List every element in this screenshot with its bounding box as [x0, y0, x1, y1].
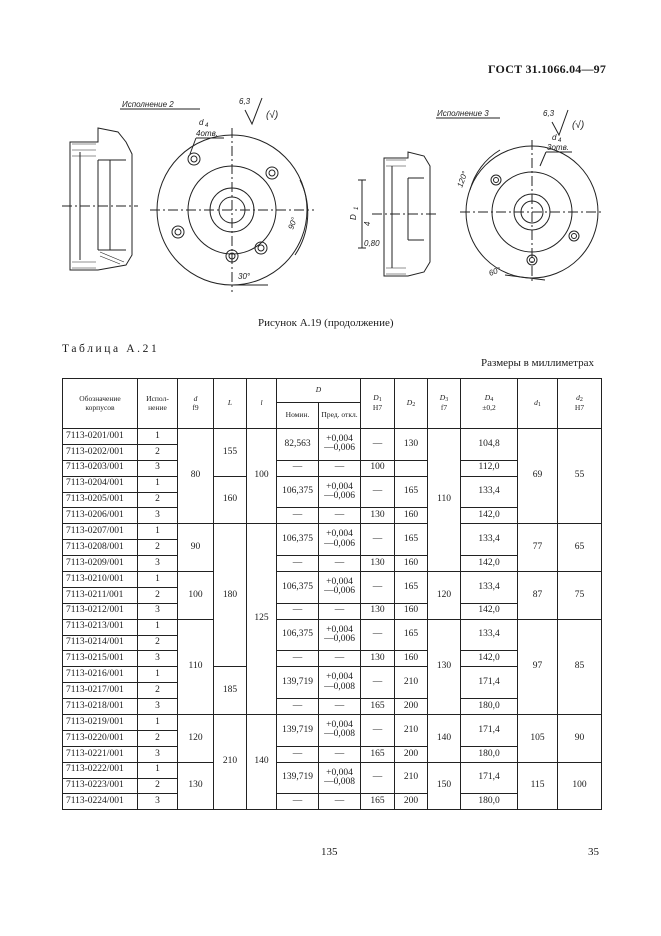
cell-D-dev [319, 762, 361, 794]
cell-designation: 7113-0222/001 [63, 762, 138, 778]
cell-d: 90 [178, 524, 214, 572]
variant2-label: Исполнение 2 [122, 100, 174, 109]
cell-designation: 7113-0207/001 [63, 524, 138, 540]
cell-L: 180 [214, 524, 247, 667]
cell-D1: — [361, 476, 395, 508]
cell-D-dev [319, 476, 361, 508]
roughness-value-v3: 6,3 [543, 109, 555, 118]
cell-designation: 7113-0210/001 [63, 572, 138, 588]
cell-variant: 3 [138, 556, 178, 572]
cell-D-dev [319, 572, 361, 604]
dev-plus: +0,004 [326, 529, 353, 540]
th-l: l [247, 379, 277, 429]
cell-designation: 7113-0218/001 [63, 699, 138, 715]
dev-minus: —0,006 [324, 586, 355, 597]
cell-d2: 85 [558, 619, 602, 714]
cell-D4: 171,4 [461, 715, 518, 747]
figure-caption: Рисунок А.19 (продолжение) [258, 317, 394, 329]
dev-plus: +0,004 [326, 433, 353, 444]
cell-D4: 142,0 [461, 556, 518, 572]
th-D1: D1 H7 [361, 379, 395, 429]
angle-120-label: 120° [455, 170, 470, 189]
dev-plus: +0,004 [326, 624, 353, 635]
cell-D4: 133,4 [461, 572, 518, 604]
cell-designation: 7113-0220/001 [63, 730, 138, 746]
cell-designation: 7113-0202/001 [63, 444, 138, 460]
cell-d2: 100 [558, 762, 602, 810]
th-D4: D4 ±0,2 [461, 379, 518, 429]
angle-90-label: 90° [286, 216, 300, 231]
cell-D2: 130 [395, 429, 428, 461]
cell-L: 160 [214, 476, 247, 524]
dev-plus: +0,004 [326, 767, 353, 778]
technical-drawing [0, 80, 661, 310]
cell-D2: 210 [395, 667, 428, 699]
cell-D1: 130 [361, 556, 395, 572]
cell-variant: 3 [138, 699, 178, 715]
cell-d: 100 [178, 572, 214, 620]
cell-variant: 2 [138, 492, 178, 508]
dev-minus: —0,008 [324, 681, 355, 692]
cell-D1: — [361, 524, 395, 556]
cell-designation: 7113-0224/001 [63, 794, 138, 810]
cell-D-nom: — [277, 603, 319, 619]
cell-D1: 165 [361, 794, 395, 810]
cell-designation: 7113-0221/001 [63, 746, 138, 762]
cell-d1: 115 [518, 762, 558, 810]
cell-designation: 7113-0212/001 [63, 603, 138, 619]
variant3-label: Исполнение 3 [437, 109, 489, 118]
cell-variant: 3 [138, 651, 178, 667]
table-row [63, 572, 602, 588]
cell-D4: 180,0 [461, 794, 518, 810]
cell-D2: 200 [395, 746, 428, 762]
th-L: L [214, 379, 247, 429]
cell-D2: 160 [395, 651, 428, 667]
cell-designation: 7113-0216/001 [63, 667, 138, 683]
cell-designation: 7113-0209/001 [63, 556, 138, 572]
table-row [63, 524, 602, 540]
cell-D4: 133,4 [461, 476, 518, 508]
cell-d: 110 [178, 619, 214, 714]
cell-designation: 7113-0203/001 [63, 460, 138, 476]
cell-D-nom: — [277, 651, 319, 667]
roughness-check-v3: (√) [572, 120, 585, 131]
cell-d2: 75 [558, 572, 602, 620]
cell-variant: 2 [138, 778, 178, 794]
units-note: Размеры в миллиметрах [481, 357, 594, 369]
cell-D2: 165 [395, 619, 428, 651]
cell-D-dev [319, 667, 361, 699]
th-designation: Обозначение корпусов [63, 379, 138, 429]
cell-D-nom: 106,375 [277, 572, 319, 604]
cell-d2: 55 [558, 429, 602, 524]
cell-D1: — [361, 667, 395, 699]
cell-D2: 165 [395, 476, 428, 508]
cell-D-dev [319, 429, 361, 461]
cell-D4: 142,0 [461, 508, 518, 524]
v3-hole-sub: 4 [558, 138, 562, 144]
cell-D3: 120 [428, 572, 461, 620]
cell-designation: 7113-0208/001 [63, 540, 138, 556]
cell-variant: 3 [138, 460, 178, 476]
cell-D-nom: — [277, 794, 319, 810]
cell-D2: 160 [395, 603, 428, 619]
dim-D1: D [349, 214, 358, 220]
cell-D3: 150 [428, 762, 461, 810]
cell-d1: 77 [518, 524, 558, 572]
cell-l: 140 [247, 715, 277, 810]
cell-variant: 3 [138, 794, 178, 810]
cell-l: 100 [247, 429, 277, 524]
page-number-center: 135 [321, 846, 338, 858]
cell-D-dev: — [319, 794, 361, 810]
cell-D1: 130 [361, 508, 395, 524]
cell-D-nom: — [277, 460, 319, 476]
cell-D4: 171,4 [461, 667, 518, 699]
cell-D4: 142,0 [461, 603, 518, 619]
cell-variant: 3 [138, 603, 178, 619]
dev-minus: —0,008 [324, 729, 355, 740]
cell-designation: 7113-0219/001 [63, 715, 138, 731]
cell-D-nom: — [277, 556, 319, 572]
th-D2: D2 [395, 379, 428, 429]
cell-D4: 171,4 [461, 762, 518, 794]
cell-D-nom: — [277, 508, 319, 524]
cell-D-dev: — [319, 508, 361, 524]
th-d1: d1 [518, 379, 558, 429]
table-row [63, 429, 602, 445]
cell-designation: 7113-0214/001 [63, 635, 138, 651]
cell-L: 210 [214, 715, 247, 810]
cell-designation: 7113-0217/001 [63, 683, 138, 699]
standard-header: ГОСТ 31.1066.04—97 [488, 62, 607, 76]
cell-variant: 3 [138, 746, 178, 762]
cell-D-dev [319, 524, 361, 556]
cell-variant: 1 [138, 524, 178, 540]
cell-D-dev [319, 715, 361, 747]
cell-designation: 7113-0223/001 [63, 778, 138, 794]
cell-D2 [395, 460, 428, 476]
cell-variant: 1 [138, 715, 178, 731]
cell-designation: 7113-0206/001 [63, 508, 138, 524]
cell-D1: — [361, 619, 395, 651]
page-number-right: 35 [588, 846, 599, 858]
cell-variant: 2 [138, 635, 178, 651]
cell-variant: 1 [138, 476, 178, 492]
roughness-check: (√) [266, 110, 279, 121]
cell-D3: 110 [428, 429, 461, 572]
cell-d: 80 [178, 429, 214, 524]
cell-D3: 140 [428, 715, 461, 763]
cell-l: 125 [247, 524, 277, 715]
cell-variant: 1 [138, 429, 178, 445]
cell-designation: 7113-0205/001 [63, 492, 138, 508]
dev-plus: +0,004 [326, 481, 353, 492]
cell-D-dev [319, 619, 361, 651]
v2-hole-symbol: d [199, 118, 204, 127]
cell-designation: 7113-0211/001 [63, 587, 138, 603]
cell-d1: 69 [518, 429, 558, 524]
cell-D1: — [361, 429, 395, 461]
cell-variant: 1 [138, 762, 178, 778]
cell-D-dev: — [319, 651, 361, 667]
cell-D-nom: 82,563 [277, 429, 319, 461]
cell-D2: 200 [395, 699, 428, 715]
cell-D-dev: — [319, 603, 361, 619]
cell-L: 185 [214, 667, 247, 715]
cell-D4: 104,8 [461, 429, 518, 461]
cell-D2: 210 [395, 762, 428, 794]
cell-D1: 130 [361, 603, 395, 619]
cell-D-nom: — [277, 746, 319, 762]
th-D3: D3 f7 [428, 379, 461, 429]
cell-d2: 65 [558, 524, 602, 572]
cell-d1: 97 [518, 619, 558, 714]
cell-D-nom: 106,375 [277, 619, 319, 651]
cell-d: 120 [178, 715, 214, 763]
dim-D1-sub: 1 [354, 206, 360, 210]
cell-variant: 1 [138, 667, 178, 683]
table-title: Таблица А.21 [62, 343, 160, 355]
angle-30-label: 30° [238, 272, 251, 281]
dev-plus: +0,004 [326, 719, 353, 730]
th-variant: Испол- нение [138, 379, 178, 429]
cell-variant: 2 [138, 540, 178, 556]
table-row [63, 715, 602, 731]
cell-variant: 3 [138, 508, 178, 524]
dev-minus: —0,006 [324, 634, 355, 645]
dev-minus: —0,008 [324, 777, 355, 788]
cell-D-nom: 106,375 [277, 524, 319, 556]
dev-minus: —0,006 [324, 491, 355, 502]
dev-plus: +0,004 [326, 576, 353, 587]
angle-60-label: 60° [487, 265, 503, 278]
cell-D-dev: — [319, 699, 361, 715]
cell-variant: 2 [138, 587, 178, 603]
cell-D1: — [361, 762, 395, 794]
cell-designation: 7113-0213/001 [63, 619, 138, 635]
cell-D-nom: 139,719 [277, 715, 319, 747]
cell-variant: 1 [138, 572, 178, 588]
cell-D2: 200 [395, 794, 428, 810]
cell-variant: 2 [138, 444, 178, 460]
table-row [63, 762, 602, 778]
cell-variant: 2 [138, 683, 178, 699]
v3-hole-symbol: d [552, 133, 557, 142]
v3-hole-count: 3отв. [547, 143, 569, 152]
chamfer-label: 0,80 [364, 239, 380, 248]
cell-D3: 130 [428, 619, 461, 714]
cell-D4: 180,0 [461, 746, 518, 762]
cell-D-nom: 139,719 [277, 667, 319, 699]
cell-D1: — [361, 572, 395, 604]
cell-D1: — [361, 715, 395, 747]
cell-L: 155 [214, 429, 247, 477]
cell-D-nom: 139,719 [277, 762, 319, 794]
dev-plus: +0,004 [326, 672, 353, 683]
cell-D4: 142,0 [461, 651, 518, 667]
table-row [63, 619, 602, 635]
cell-d: 130 [178, 762, 214, 810]
cell-d1: 87 [518, 572, 558, 620]
cell-designation: 7113-0215/001 [63, 651, 138, 667]
cell-D2: 165 [395, 572, 428, 604]
th-d2: d2 H7 [558, 379, 602, 429]
cell-D2: 160 [395, 556, 428, 572]
dev-minus: —0,006 [324, 538, 355, 549]
cell-variant: 1 [138, 619, 178, 635]
cell-d1: 105 [518, 715, 558, 763]
roughness-value: 6,3 [239, 97, 251, 106]
v2-hole-sub: 4 [205, 123, 209, 129]
v2-hole-count: 4отв. [196, 129, 218, 138]
spec-table [62, 378, 602, 810]
cell-D4: 133,4 [461, 524, 518, 556]
cell-D-dev: — [319, 556, 361, 572]
cell-D-nom: — [277, 699, 319, 715]
cell-D1: 165 [361, 746, 395, 762]
cell-D1: 100 [361, 460, 395, 476]
cell-D1: 165 [361, 699, 395, 715]
cell-D4: 112,0 [461, 460, 518, 476]
cell-designation: 7113-0204/001 [63, 476, 138, 492]
cell-D2: 210 [395, 715, 428, 747]
cell-D-dev: — [319, 460, 361, 476]
cell-D4: 133,4 [461, 619, 518, 651]
cell-designation: 7113-0201/001 [63, 429, 138, 445]
th-D-dev: Пред. откл. [319, 403, 361, 429]
cell-D-dev: — [319, 746, 361, 762]
dim-4: 4 [363, 221, 372, 226]
th-D: D [277, 379, 361, 403]
th-D-nom: Номин. [277, 403, 319, 429]
cell-d2: 90 [558, 715, 602, 763]
cell-D2: 160 [395, 508, 428, 524]
cell-variant: 2 [138, 730, 178, 746]
cell-D-nom: 106,375 [277, 476, 319, 508]
cell-D1: 130 [361, 651, 395, 667]
th-d: d f9 [178, 379, 214, 429]
dev-minus: —0,006 [324, 443, 355, 454]
cell-D2: 165 [395, 524, 428, 556]
cell-D4: 180,0 [461, 699, 518, 715]
